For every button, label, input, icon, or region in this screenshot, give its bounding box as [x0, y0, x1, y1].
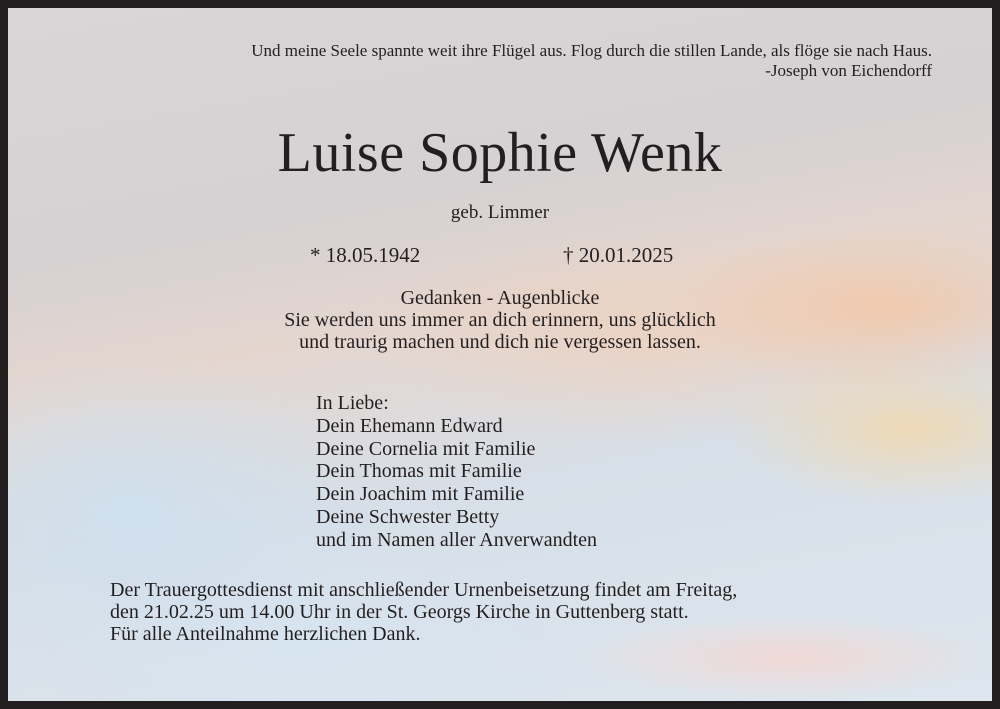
family-member: Dein Ehemann Edward — [316, 414, 503, 437]
service-line: Für alle Anteilnahme herzlichen Dank. — [110, 623, 421, 645]
memorial-poem — [8, 287, 992, 353]
service-line: den 21.02.25 um 14.00 Uhr in der St. Georgs Kirche in Guttenberg statt. — [110, 601, 689, 623]
maiden-name: geb. Limmer — [450, 202, 550, 223]
epigraph-text: Und meine Seele spannte weit ihre Flügel aus. Flog durch die stillen Lande, als flöge sie nach Haus. — [251, 41, 932, 60]
family-list — [316, 392, 597, 552]
poem-line: und traurig machen und dich nie vergessen lassen. — [299, 331, 701, 353]
death-date: † 20.01.2025 — [563, 243, 674, 267]
family-member: und im Namen aller Anverwandten — [316, 528, 598, 551]
poem-line: Sie werden uns immer an dich erinnern, uns glücklich — [284, 309, 716, 331]
service-info — [110, 579, 737, 645]
family-member: Deine Schwester Betty — [316, 505, 500, 528]
obituary-card — [8, 8, 992, 701]
family-intro: In Liebe: — [316, 392, 389, 414]
deceased-name: Luise Sophie Wenk — [277, 122, 723, 184]
epigraph — [251, 41, 932, 81]
birth-date: * 18.05.1942 — [310, 243, 421, 267]
family-member: Dein Joachim mit Familie — [316, 483, 525, 506]
epigraph-author: -Joseph von Eichendorff — [765, 61, 932, 80]
family-member: Deine Cornelia mit Familie — [316, 437, 536, 460]
service-line: Der Trauergottesdienst mit anschließender Urnenbeisetzung findet am Freitag, — [110, 579, 738, 601]
poem-title: Gedanken - Augenblicke — [400, 287, 600, 309]
family-member: Dein Thomas mit Familie — [316, 460, 522, 483]
